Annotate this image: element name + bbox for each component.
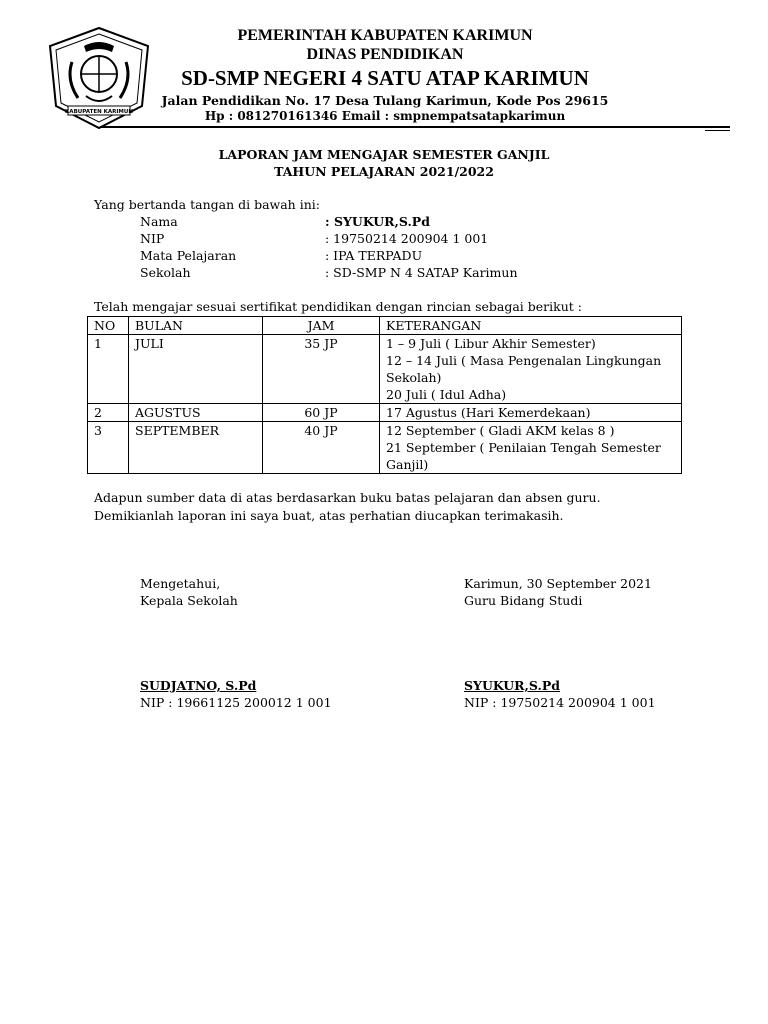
cell-jam: 35 JP [263,335,380,404]
signature-right-name: SYUKUR,S.Pd [464,678,560,693]
cell-keterangan [380,422,682,474]
closing-line-2: Demikianlah laporan ini saya buat, atas perhatian diucapkan terimakasih. [94,508,564,523]
identity-label-subject: Mata Pelajaran [140,248,237,263]
cell-keterangan [380,404,682,422]
identity-label-school: Sekolah [140,265,191,280]
letterhead-government: PEMERINTAH KABUPATEN KARIMUN [237,27,533,44]
table-row [88,404,682,422]
table-intro-text: Telah mengajar sesuai sertifikat pendidikan dengan rincian sebagai berikut : [94,299,582,314]
signature-left-line1: Mengetahui, [140,576,221,591]
signature-right-role: Guru Bidang Studi [464,593,583,608]
identity-label-nip: NIP [140,231,165,246]
keterangan-line: 12 – 14 Juli ( Masa Pengenalan Lingkungan Sekolah) [386,353,662,385]
letterhead-divider [100,126,730,128]
cell-bulan: JULI [129,335,263,404]
header-jam: JAM [263,317,380,335]
intro-text: Yang bertanda tangan di bawah ini: [94,197,320,212]
signature-right-nip: NIP : 19750214 200904 1 001 [464,695,656,710]
signature-right-place-date: Karimun, 30 September 2021 [464,576,652,591]
signature-left-name: SUDJATNO, S.Pd [140,678,257,693]
report-subtitle: TAHUN PELAJARAN 2021/2022 [274,164,494,179]
cell-no: 2 [88,404,129,422]
svg-text:KABUPATEN KARIMUN: KABUPATEN KARIMUN [65,109,133,115]
cell-bulan: AGUSTUS [129,404,263,422]
cell-no: 1 [88,335,129,404]
letterhead-contact: Hp : 081270161346 Email : smpnempatsatapkarimun [204,109,566,123]
header-keterangan: KETERANGAN [380,317,682,335]
cell-no: 3 [88,422,129,474]
identity-value-nip: : 19750214 200904 1 001 [325,231,489,246]
keterangan-line: 17 Agustus (Hari Kemerdekaan) [386,405,591,420]
header-no: NO [88,317,129,335]
cell-jam: 60 JP [263,404,380,422]
keterangan-line: 20 Juli ( Idul Adha) [386,387,507,402]
table-header-row [88,317,682,335]
letterhead-address: Jalan Pendidikan No. 17 Desa Tulang Karimun, Kode Pos 29615 [161,93,609,108]
teaching-hours-table [87,316,682,474]
table-row [88,335,682,404]
keterangan-line: 12 September ( Gladi AKM kelas 8 ) [386,423,615,438]
cell-jam: 40 JP [263,422,380,474]
letterhead-divider-thin [705,130,730,131]
cell-bulan: SEPTEMBER [129,422,263,474]
identity-value-subject: : IPA TERPADU [325,248,423,263]
letterhead-school-name: SD-SMP NEGERI 4 SATU ATAP KARIMUN [181,66,589,90]
keterangan-line: 21 September ( Penilaian Tengah Semester Ganjil) [386,440,661,472]
letterhead-department: DINAS PENDIDIKAN [306,46,464,63]
header-bulan: BULAN [129,317,263,335]
report-title: LAPORAN JAM MENGAJAR SEMESTER GANJIL [218,147,550,162]
identity-value-nama: : SYUKUR,S.Pd [325,214,430,229]
identity-value-school: : SD-SMP N 4 SATAP Karimun [325,265,518,280]
signature-left-nip: NIP : 19661125 200012 1 001 [140,695,332,710]
keterangan-line: 1 – 9 Juli ( Libur Akhir Semester) [386,336,596,351]
signature-left-line2: Kepala Sekolah [140,593,238,608]
cell-keterangan [380,335,682,404]
identity-label-nama: Nama [140,214,178,229]
kabupaten-karimun-logo [46,26,152,130]
table-row [88,422,682,474]
closing-line-1: Adapun sumber data di atas berdasarkan buku batas pelajaran dan absen guru. [94,490,601,505]
